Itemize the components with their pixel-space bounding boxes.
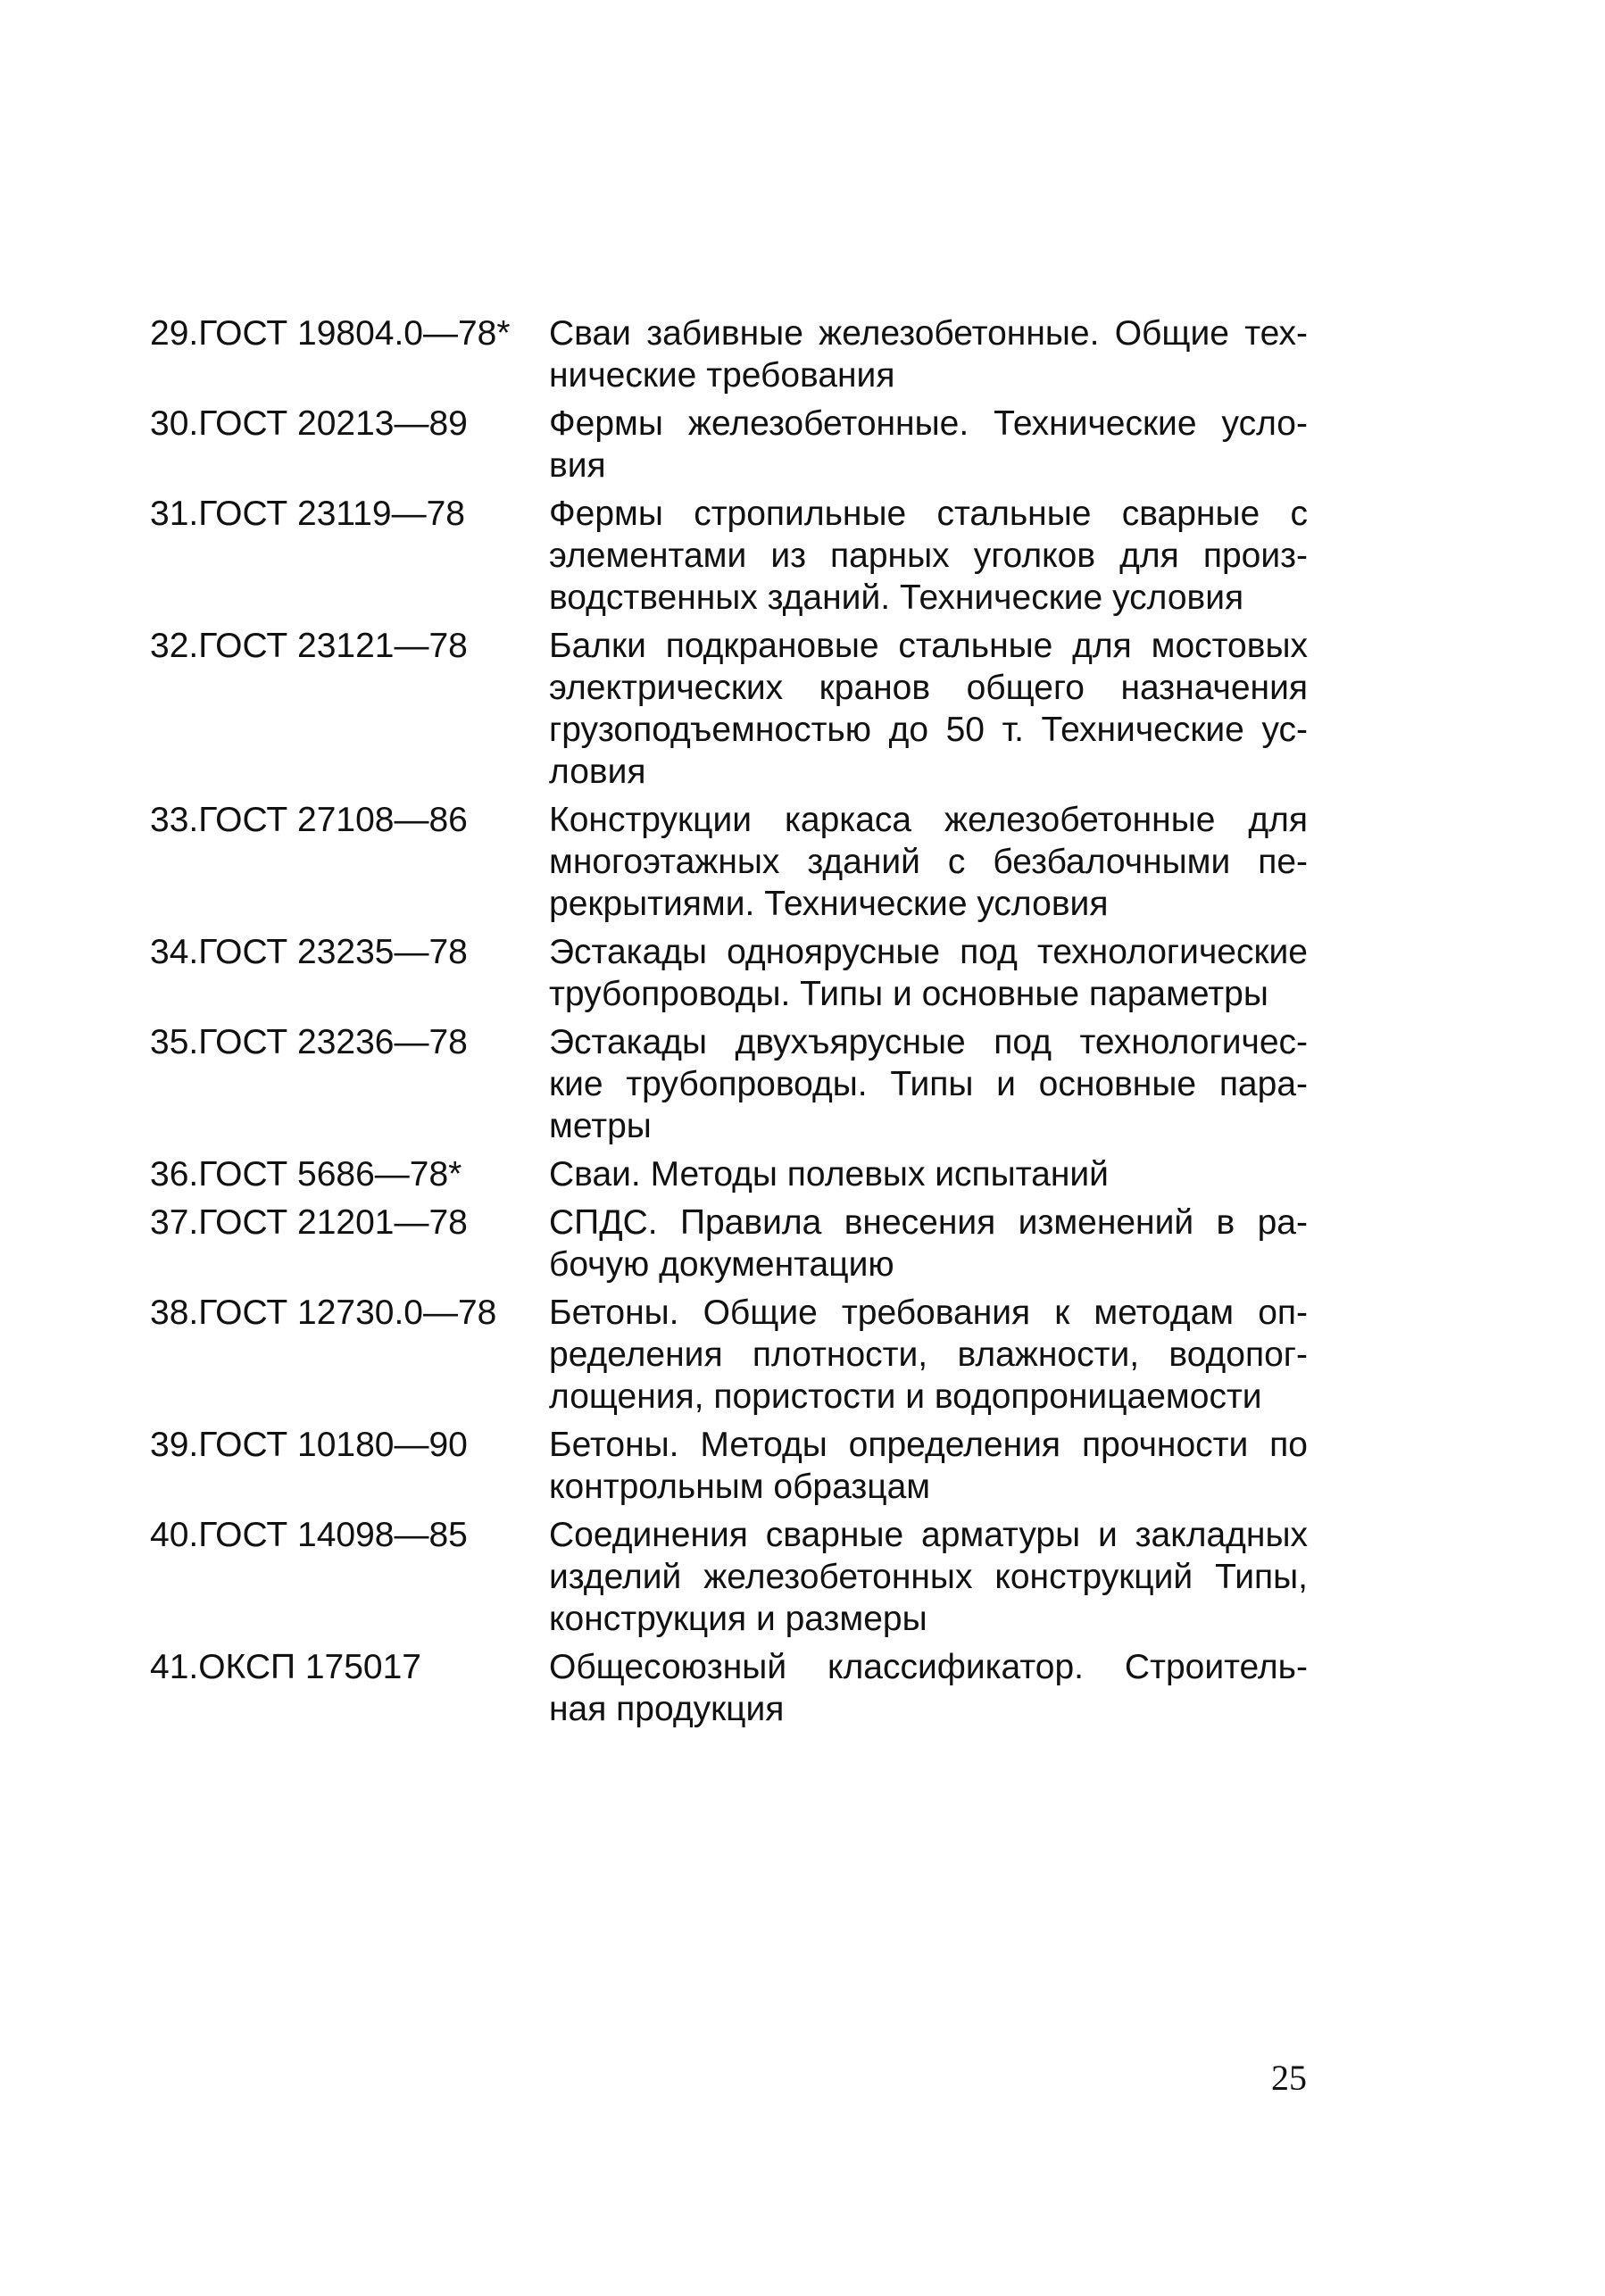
- reference-title-line: грузоподъемностью до 50 т. Технические ус-: [549, 711, 1308, 749]
- reference-code: 36.ГОСТ 5686—78*: [150, 1155, 462, 1194]
- reference-item: [150, 1514, 1310, 1640]
- reference-code: 40.ГОСТ 14098—85: [150, 1516, 468, 1554]
- reference-title: [549, 799, 1308, 925]
- reference-title-line: бочую документацию: [549, 1245, 894, 1284]
- reference-title-line: Соединения сварные арматуры и закладных: [549, 1516, 1308, 1554]
- reference-item: [150, 312, 1310, 396]
- reference-title-line: метры: [549, 1107, 652, 1145]
- reference-title: [549, 1202, 1308, 1285]
- reference-item: [150, 931, 1310, 1015]
- reference-title-line: водственных зданий. Технические условия: [549, 578, 1244, 617]
- reference-item: [150, 493, 1310, 619]
- reference-title: [549, 1292, 1308, 1418]
- reference-item: [150, 1292, 1310, 1418]
- reference-title: [549, 1153, 1308, 1195]
- reference-title-line: Конструкции каркаса железобетонные для: [549, 801, 1308, 839]
- reference-code: 29.ГОСТ 19804.0—78*: [150, 314, 511, 353]
- reference-code: 34.ГОСТ 23235—78: [150, 933, 468, 971]
- reference-title: [549, 625, 1308, 793]
- reference-title-line: Бетоны. Общие требования к методам оп-: [549, 1294, 1308, 1332]
- reference-title: [549, 1424, 1308, 1508]
- reference-title-line: элементами из парных уголков для произ-: [549, 537, 1308, 575]
- reference-code: 35.ГОСТ 23236—78: [150, 1023, 468, 1061]
- reference-title-line: Фермы железобетонные. Технические усло-: [549, 404, 1308, 443]
- reference-title: [549, 493, 1308, 619]
- reference-item: [150, 403, 1310, 487]
- reference-title-line: лощения, пористости и водопроницаемости: [549, 1377, 1262, 1416]
- reference-item: [150, 1202, 1310, 1285]
- reference-title-line: изделий железобетонных конструкций Типы,: [549, 1558, 1308, 1596]
- reference-title-line: рекрытиями. Технические условия: [549, 885, 1109, 923]
- page-number: 25: [1271, 2058, 1307, 2098]
- reference-title-line: электрических кранов общего назначения: [549, 669, 1308, 707]
- reference-title-line: Фермы стропильные стальные сварные с: [549, 495, 1308, 533]
- reference-list: [150, 312, 1310, 1736]
- reference-title: [549, 312, 1308, 396]
- reference-title-line: многоэтажных зданий с безбалочными пе-: [549, 843, 1308, 881]
- reference-title: [549, 403, 1308, 487]
- reference-title-line: Сваи. Методы полевых испытаний: [549, 1155, 1109, 1194]
- reference-title-line: Балки подкрановые стальные для мостовых: [549, 627, 1308, 665]
- reference-title-line: кие трубопроводы. Типы и основные пара-: [549, 1065, 1308, 1103]
- reference-title-line: нические требования: [549, 356, 895, 395]
- reference-title-line: СПДС. Правила внесения изменений в ра-: [549, 1203, 1308, 1242]
- reference-title: [549, 931, 1308, 1015]
- reference-title: [549, 1021, 1308, 1147]
- reference-code: 31.ГОСТ 23119—78: [150, 495, 465, 533]
- reference-title-line: Эстакады двухъярусные под технологичес-: [549, 1023, 1308, 1061]
- reference-title-line: вия: [549, 446, 606, 485]
- reference-item: [150, 625, 1310, 793]
- reference-title-line: Бетоны. Методы определения прочности по: [549, 1426, 1308, 1464]
- reference-title-line: Общесоюзный классификатор. Строитель-: [549, 1648, 1308, 1686]
- reference-code: 38.ГОСТ 12730.0—78: [150, 1294, 497, 1332]
- reference-title-line: конструкция и размеры: [549, 1600, 927, 1638]
- reference-item: [150, 1021, 1310, 1147]
- reference-title-line: ловия: [549, 753, 646, 791]
- reference-title-line: трубопроводы. Типы и основные параметры: [549, 975, 1268, 1013]
- reference-code: 39.ГОСТ 10180—90: [150, 1426, 468, 1464]
- reference-title: [549, 1646, 1308, 1730]
- reference-code: 33.ГОСТ 27108—86: [150, 801, 468, 839]
- reference-item: [150, 1153, 1310, 1195]
- reference-code: 30.ГОСТ 20213—89: [150, 404, 468, 443]
- reference-title: [549, 1514, 1308, 1640]
- reference-title-line: контрольным образцам: [549, 1468, 931, 1506]
- reference-title-line: Сваи забивные железобетонные. Общие тех-: [549, 314, 1308, 353]
- reference-code: 37.ГОСТ 21201—78: [150, 1203, 468, 1242]
- reference-title-line: Эстакады одноярусные под технологические: [549, 933, 1308, 971]
- reference-code: 32.ГОСТ 23121—78: [150, 627, 468, 665]
- reference-title-line: ная продукция: [549, 1690, 785, 1728]
- reference-code: 41.ОКСП 175017: [150, 1648, 422, 1686]
- reference-item: [150, 1646, 1310, 1730]
- reference-item: [150, 799, 1310, 925]
- reference-item: [150, 1424, 1310, 1508]
- reference-title-line: ределения плотности, влажности, водопог-: [549, 1335, 1308, 1374]
